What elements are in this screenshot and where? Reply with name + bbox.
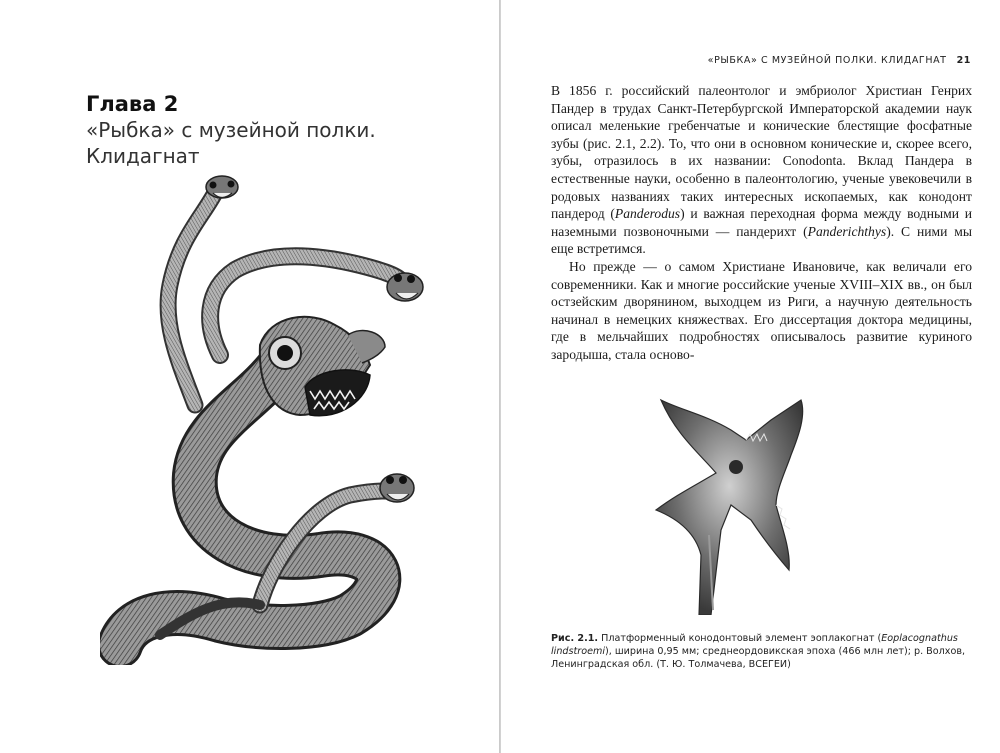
p1-seg-4: Panderichthys bbox=[807, 223, 887, 239]
p1-seg-5: ). С ними мы еще встретимся. bbox=[551, 223, 972, 257]
left-page bbox=[0, 0, 499, 753]
running-head bbox=[683, 55, 971, 66]
paragraph-1 bbox=[551, 82, 972, 258]
caption-label: Рис. 2.1. bbox=[551, 633, 599, 644]
caption-seg-2: Платформенный конодонтовый элемент эоплакогнат ( bbox=[598, 633, 882, 644]
page-number: 21 bbox=[956, 55, 971, 66]
clydagnathus-illustration bbox=[100, 175, 445, 665]
right-page bbox=[501, 0, 1000, 753]
chapter-title-line2: Клидагнат bbox=[86, 144, 200, 168]
chapter-title-line1: «Рыбка» с музейной полки. bbox=[86, 118, 376, 142]
conodont-figure bbox=[651, 395, 821, 615]
body-text bbox=[551, 82, 972, 364]
p1-seg-3: ) и важная переходная форма между водными и наземными позвоночными — пандерихт ( bbox=[551, 206, 973, 239]
caption-species: Eoplacognathus lindstroemi bbox=[551, 633, 958, 657]
chapter-label: Глава 2 bbox=[86, 92, 179, 116]
p1-seg-1: В 1856 г. российский палеонтолог и эмбриолог Христиан Генрих Пандер в трудах Санкт-Петербургской Императорской академии наук описал меленькие гребенчатые и конические блестящие фосфатные зубы (рис. 2.1, 2.2). То, что они в основном конические и, скорее всего, зубы, отразилось в их названии: Conodonta. Вклад Пандера в естественные науки, особенно в палеонтологию, ученые увековечили в родовых названиях таких интересных ископаемых, как конодонт пандерод ( bbox=[551, 83, 972, 222]
figure-caption bbox=[551, 632, 972, 671]
running-head-title: «РЫБКА» С МУЗЕЙНОЙ ПОЛКИ. КЛИДАГНАТ bbox=[707, 55, 947, 66]
chapter-heading bbox=[86, 91, 446, 169]
paragraph-2: Но прежде — о самом Христиане Ивановиче, как величали его современники. Как и многие российские ученые XVIII–XIX вв., он был остзейским дворянином, выходцем из Риги, а научную деятельность начинал в немецких княжествах. Его диссертация доктора медицины, где в мельчайших подробностях описывалось развитие куриного зародыша, стала осново- bbox=[551, 258, 972, 362]
p1-seg-2: Panderodus bbox=[614, 206, 681, 222]
caption-seg-4: ), ширина 0,95 мм; среднеордовикская эпоха (466 млн лет); р. Волхов, Ленинградская обл. (Т. Ю. Толмачева, ВСЕГЕИ) bbox=[551, 646, 966, 670]
